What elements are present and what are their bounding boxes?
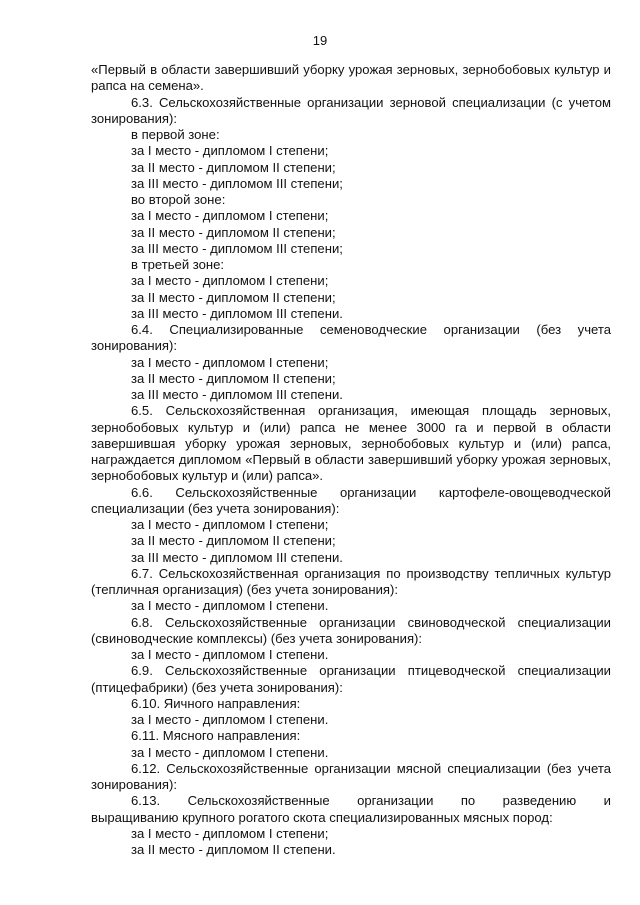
award-third-final: за III место - дипломом III степени. — [131, 549, 343, 565]
zone-3-heading: в третьей зоне: — [131, 257, 225, 272]
paragraph-6-13-word: организации — [357, 793, 434, 809]
paragraph-6-12: 6.12. Сельскохозяйственные организации мясной специализации (без учета зонирования): — [91, 760, 611, 792]
award-second: за II место - дипломом II степени; — [131, 224, 336, 240]
paragraph-6-7: 6.7. Сельскохозяйственная организация по производству тепличных культур (тепличная организация) (без учета зонирования): — [91, 565, 611, 597]
paragraph-6-10: 6.10. Яичного направления: — [131, 695, 301, 711]
paragraph-6-4: 6.4. Специализированные семеноводческие организации (без учета зонирования): — [91, 322, 611, 354]
document-body — [91, 62, 611, 858]
award-first-final: за I место - дипломом I степени. — [131, 647, 329, 662]
paragraph-6-11: 6.11. Мясного направления: — [131, 728, 301, 744]
paragraph-6-5: 6.5. Сельскохозяйственная организация, имеющая площадь зерновых, зернобобовых культур и (или) рапса не менее 3000 га и первой в области завершившая уборку урожая зерновых, зернобобовых культур и (или) рапса, награждается дипломом «Первый в области завершивший уборку урожая зерновых, зернобобовых культур и (или) рапса». — [91, 403, 611, 484]
zone-1-heading: в первой зоне: — [131, 127, 220, 142]
award-third-final: за III место - дипломом III степени. — [131, 305, 343, 321]
paragraph-6-13-word: и — [603, 793, 611, 809]
award-first-final: за I место - дипломом I степени. — [131, 712, 329, 727]
paragraph-6-8: 6.8. Сельскохозяйственные организации свиноводческой специализации (свиноводческие комплексы) (без учета зонирования): — [91, 614, 611, 646]
zone-2-heading: во второй зоне: — [131, 192, 226, 207]
paragraph-intro: «Первый в области завершивший уборку урожая зерновых, зернобобовых культур и рапса на семена». — [91, 62, 611, 94]
paragraph-6-13-line-1 — [91, 793, 611, 809]
award-first: за I место - дипломом I степени; — [131, 354, 329, 370]
award-second: за II место - дипломом II степени; — [131, 533, 336, 549]
paragraph-6-13-word: Сельскохозяйственные — [187, 793, 330, 809]
award-third: за III место - дипломом III степени; — [131, 240, 343, 256]
award-third: за III место - дипломом III степени; — [131, 175, 343, 191]
award-first: за I место - дипломом I степени; — [131, 208, 329, 224]
award-first: за I место - дипломом I степени; — [131, 143, 329, 159]
award-first-final: за I место - дипломом I степени. — [131, 744, 329, 760]
paragraph-6-13-line-2: выращиванию крупного рогатого скота специализированных мясных пород: — [91, 809, 553, 825]
award-second: за II место - дипломом II степени; — [131, 289, 336, 305]
paragraph-6-13-word: разведению — [502, 793, 577, 809]
paragraph-6-9: 6.9. Сельскохозяйственные организации птицеводческой специализации (птицефабрики) (без учета зонирования): — [91, 663, 611, 695]
award-first: за I место - дипломом I степени; — [131, 825, 329, 841]
paragraph-6-13-word: 6.13. — [131, 793, 161, 809]
paragraph-6-13-word: по — [460, 793, 476, 809]
page-number: 19 — [312, 33, 328, 48]
award-second: за II место - дипломом II степени; — [131, 159, 336, 175]
paragraph-6-6: 6.6. Сельскохозяйственные организации картофеле-овощеводческой специализации (без учета зонирования): — [91, 484, 611, 516]
award-third-final: за III место - дипломом III степени. — [131, 387, 343, 402]
award-second-final: за II место - дипломом II степени. — [131, 842, 336, 857]
award-second: за II место - дипломом II степени; — [131, 370, 336, 386]
award-first: за I место - дипломом I степени; — [131, 517, 329, 532]
award-first: за I место - дипломом I степени; — [131, 273, 329, 289]
paragraph-6-3: 6.3. Сельскохозяйственные организации зерновой специализации (с учетом зонирования): — [91, 94, 611, 126]
award-first-final: за I место - дипломом I степени. — [131, 598, 329, 614]
